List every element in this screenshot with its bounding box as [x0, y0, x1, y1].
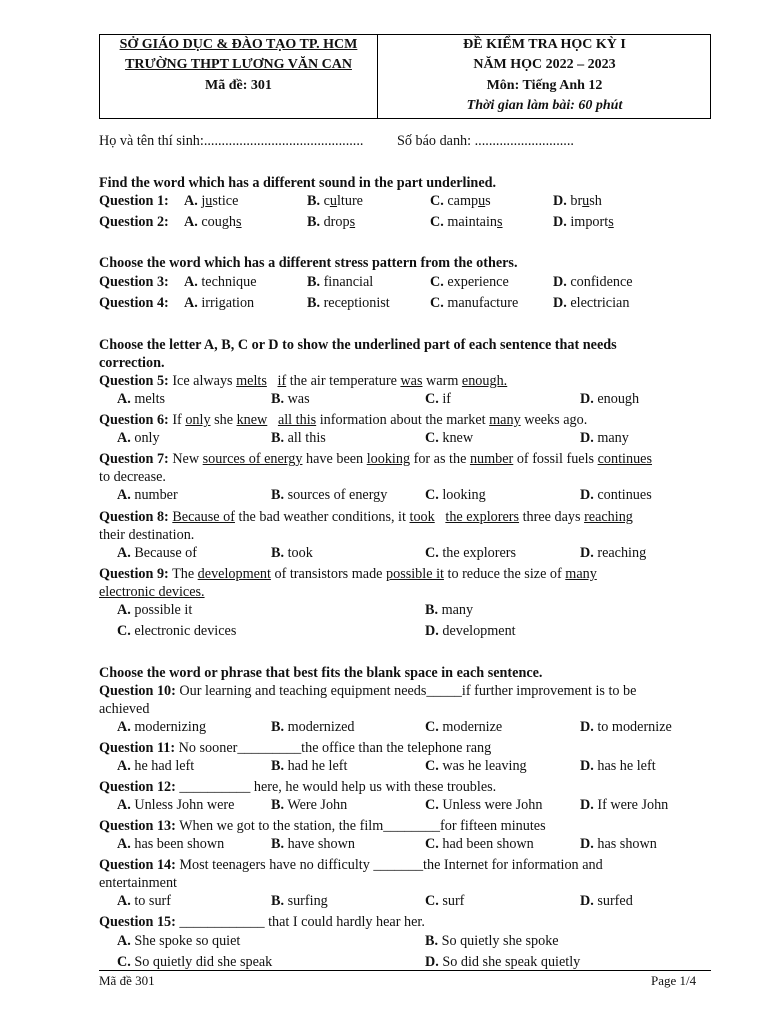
question-stem: Question 9: The development of transistors made possible it to reduce the size of many: [99, 566, 597, 582]
option-b: B. financial: [307, 274, 374, 290]
option-d: D. reaching: [580, 545, 647, 561]
student-id-field: Số báo danh: ............................: [397, 133, 574, 149]
option-c: C. had been shown: [425, 836, 534, 852]
option-d: D. brush: [553, 193, 602, 209]
question-stem-cont: achieved: [99, 701, 150, 717]
section3-title: Choose the letter A, B, C or D to show the underlined part of each sentence that needs: [99, 337, 617, 353]
duration: Thời gian làm bài: 60 phút: [466, 98, 623, 113]
question-stem: Question 6: If only she knew all this information about the market many weeks ago.: [99, 412, 588, 428]
option-b: B. So quietly she spoke: [425, 933, 559, 949]
footer-rule: [99, 970, 711, 971]
question-stem: Question 8: Because of the bad weather conditions, it took the explorers three days reaching: [99, 509, 633, 525]
question-label: Question 4:: [99, 295, 169, 311]
option-d: D. confidence: [553, 274, 633, 290]
dept-name: SỞ GIÁO DỤC & ĐÀO TẠO TP. HCM: [119, 37, 358, 52]
option-c: C. was he leaving: [425, 758, 527, 774]
question-stem-cont: to decrease.: [99, 469, 166, 485]
option-a: A. technique: [184, 274, 257, 290]
option-d: D. imports: [553, 214, 614, 230]
option-a: A. Because of: [117, 545, 197, 561]
section3-title-cont: correction.: [99, 355, 165, 371]
option-a: A. he had left: [117, 758, 195, 774]
question-stem: Question 15: ____________ that I could hardly hear her.: [99, 914, 425, 930]
option-d: D. has shown: [580, 836, 657, 852]
question-stem-cont: their destination.: [99, 527, 195, 543]
question-stem: Question 10: Our learning and teaching equipment needs_____if further improvement is to be: [99, 683, 637, 699]
question-label: Question 2:: [99, 214, 169, 230]
option-b: B. modernized: [271, 719, 355, 735]
option-a: A. melts: [117, 391, 166, 407]
school-year: NĂM HỌC 2022 – 2023: [473, 57, 616, 72]
option-c: C. the explorers: [425, 545, 517, 561]
option-b: B. culture: [307, 193, 363, 209]
option-c: C. So quietly did she speak: [117, 954, 273, 970]
exam-code: Mã đề: 301: [205, 78, 272, 93]
question-stem: Question 5: Ice always melts if the air temperature was warm enough.: [99, 373, 508, 389]
section2-title: Choose the word which has a different stress pattern from the others.: [99, 255, 518, 271]
option-b: B. was: [271, 391, 310, 407]
student-name-field: Họ và tên thí sinh:.............................................: [99, 133, 364, 149]
option-b: B. had he left: [271, 758, 348, 774]
question-stem: Question 14: Most teenagers have no difficulty _______the Internet for information and: [99, 857, 603, 873]
option-c: C. Unless were John: [425, 797, 543, 813]
section1-title: Find the word which has a different sound in the part underlined.: [99, 175, 497, 191]
option-d: D. many: [580, 430, 629, 446]
section4-title: Choose the word or phrase that best fits the blank space in each sentence.: [99, 665, 543, 681]
option-c: C. manufacture: [430, 295, 519, 311]
option-a: A. has been shown: [117, 836, 225, 852]
option-a: A. only: [117, 430, 160, 446]
option-a: A. coughs: [184, 214, 242, 230]
question-label: Question 1:: [99, 193, 169, 209]
option-d: D. development: [425, 623, 516, 639]
footer-page-number: Page 1/4: [651, 973, 697, 988]
option-a: A. modernizing: [117, 719, 207, 735]
option-c: C. looking: [425, 487, 486, 503]
option-b: B. took: [271, 545, 313, 561]
option-b: B. drops: [307, 214, 356, 230]
option-b: B. have shown: [271, 836, 355, 852]
question-stem: Question 12: __________ here, he would help us with these troubles.: [99, 779, 497, 795]
option-b: B. receptionist: [307, 295, 390, 311]
exam-title: ĐỀ KIỂM TRA HỌC KỲ I: [463, 37, 626, 52]
option-b: B. Were John: [271, 797, 348, 813]
option-a: A. possible it: [117, 602, 193, 618]
question-stem-cont: electronic devices.: [99, 584, 205, 600]
option-d: D. electrician: [553, 295, 630, 311]
option-c: C. campus: [430, 193, 491, 209]
option-d: D. If were John: [580, 797, 669, 813]
question-label: Question 3:: [99, 274, 169, 290]
footer-exam-code: Mã đề 301: [99, 973, 155, 988]
option-a: A. Unless John were: [117, 797, 235, 813]
option-d: D. enough: [580, 391, 640, 407]
question-stem-cont: entertainment: [99, 875, 177, 891]
header-box: [99, 34, 711, 119]
school-name: TRƯỜNG THPT LƯƠNG VĂN CAN: [125, 57, 352, 72]
option-d: D. has he left: [580, 758, 656, 774]
option-a: A. number: [117, 487, 178, 503]
question-stem: Question 11: No sooner_________the office than the telephone rang: [99, 740, 492, 756]
option-c: C. surf: [425, 893, 465, 909]
subject: Môn: Tiếng Anh 12: [486, 78, 603, 93]
option-d: D. So did she speak quietly: [425, 954, 581, 970]
option-a: A. irrigation: [184, 295, 255, 311]
question-stem: Question 13: When we got to the station, the film________for fifteen minutes: [99, 818, 546, 834]
option-c: C. if: [425, 391, 452, 407]
option-a: A. to surf: [117, 893, 171, 909]
option-a: A. She spoke so quiet: [117, 933, 241, 949]
option-b: B. surfing: [271, 893, 328, 909]
option-b: B. sources of energy: [271, 487, 388, 503]
option-c: C. maintains: [430, 214, 503, 230]
option-d: D. continues: [580, 487, 652, 503]
option-b: B. all this: [271, 430, 326, 446]
option-b: B. many: [425, 602, 474, 618]
option-d: D. surfed: [580, 893, 633, 909]
question-stem: Question 7: New sources of energy have been looking for as the number of fossil fuels continues: [99, 451, 652, 467]
option-c: C. knew: [425, 430, 474, 446]
option-a: A. justice: [184, 193, 239, 209]
option-c: C. electronic devices: [117, 623, 237, 639]
option-c: C. experience: [430, 274, 509, 290]
option-c: C. modernize: [425, 719, 503, 735]
option-d: D. to modernize: [580, 719, 672, 735]
